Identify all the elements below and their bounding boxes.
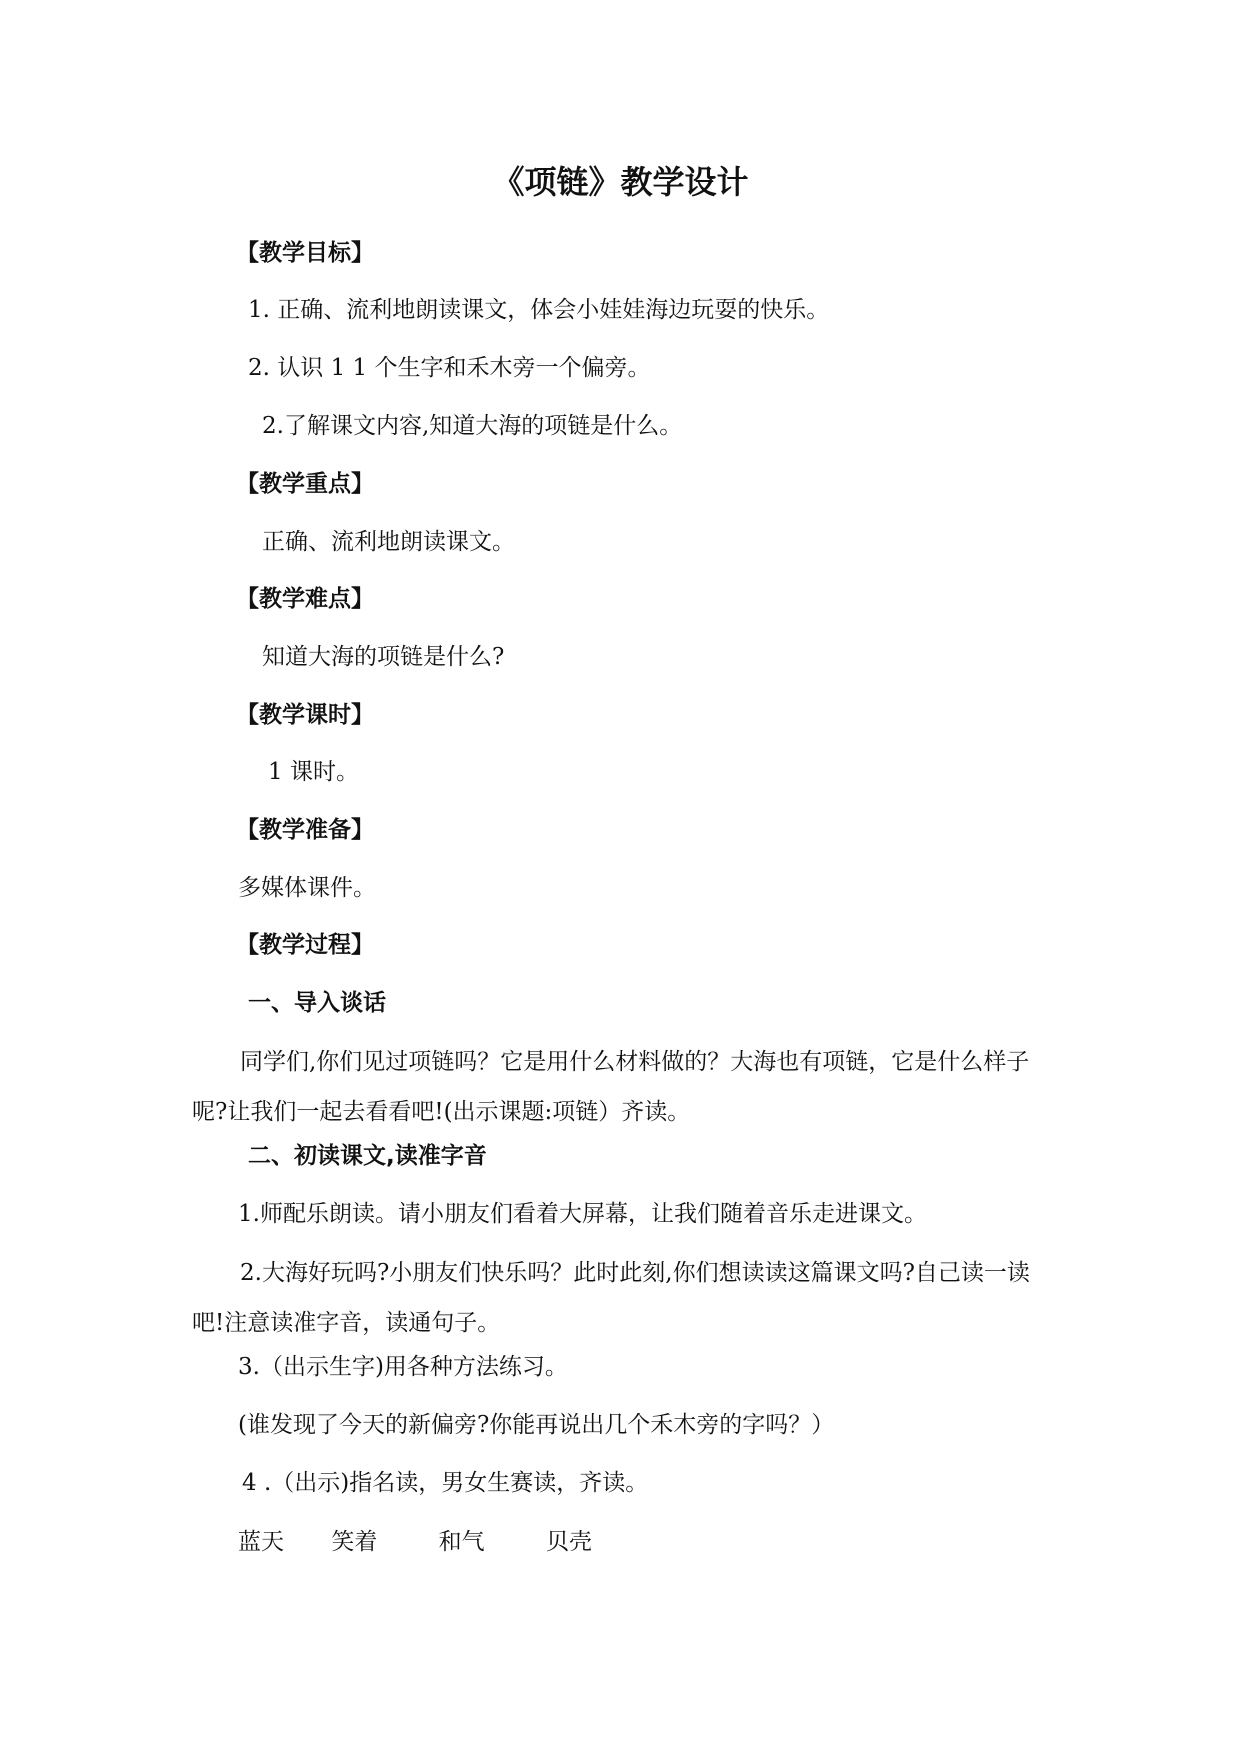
word-item: 贝壳	[545, 1529, 592, 1555]
section2-step3-note: (谁发现了今天的新偏旁?你能再说出几个禾木旁的字吗？）	[238, 1412, 835, 1438]
class-hours-heading: 【教学课时】	[236, 702, 374, 728]
goal-item-1: 1. 正确、流利地朗读课文，体会小娃娃海边玩耍的快乐。	[248, 297, 830, 323]
goal-item-3: 2.了解课文内容,知道大海的项链是什么。	[262, 413, 683, 439]
class-hours-text: 1 课时。	[268, 759, 359, 785]
section2-step2: 2.大海好玩吗?小朋友们快乐吗？此时此刻,你们想读读这篇课文吗?自己读一读吧!注意读准字音，读通句子。	[192, 1260, 1030, 1336]
difficulty-text: 知道大海的项链是什么?	[262, 644, 505, 670]
section2-step3: 3.（出示生字)用各种方法练习。	[238, 1354, 568, 1380]
key-point-heading: 【教学重点】	[236, 471, 374, 497]
process-heading: 【教学过程】	[236, 932, 374, 958]
section1-heading: 一、导入谈话	[248, 990, 386, 1016]
word-item: 蓝天	[238, 1529, 284, 1555]
goals-heading: 【教学目标】	[236, 240, 374, 266]
section1-text: 同学们,你们见过项链吗？它是用什么材料做的？大海也有项链，它是什么样子呢?让我们一起去看看吧!(出示课题:项链）齐读。	[192, 1049, 1030, 1125]
section2-heading: 二、初读课文,读准字音	[248, 1143, 487, 1169]
page-title: 《项链》教学设计	[492, 163, 749, 201]
preparation-text: 多媒体课件。	[238, 875, 376, 901]
word-item: 和气	[438, 1529, 485, 1555]
word-item: 笑着	[331, 1529, 378, 1555]
section2-step1: 1.师配乐朗读。请小朋友们看着大屏幕，让我们随着音乐走进课文。	[238, 1201, 927, 1227]
preparation-heading: 【教学准备】	[236, 817, 374, 843]
goal-item-2: 2. 认识 1 1 个生字和禾木旁一个偏旁。	[248, 355, 651, 381]
section2-step4: 4 .（出示)指名读，男女生赛读，齐读。	[242, 1470, 649, 1496]
word-list	[238, 1527, 592, 1557]
key-point-text: 正确、流利地朗读课文。	[262, 529, 515, 555]
difficulty-heading: 【教学难点】	[236, 586, 374, 612]
